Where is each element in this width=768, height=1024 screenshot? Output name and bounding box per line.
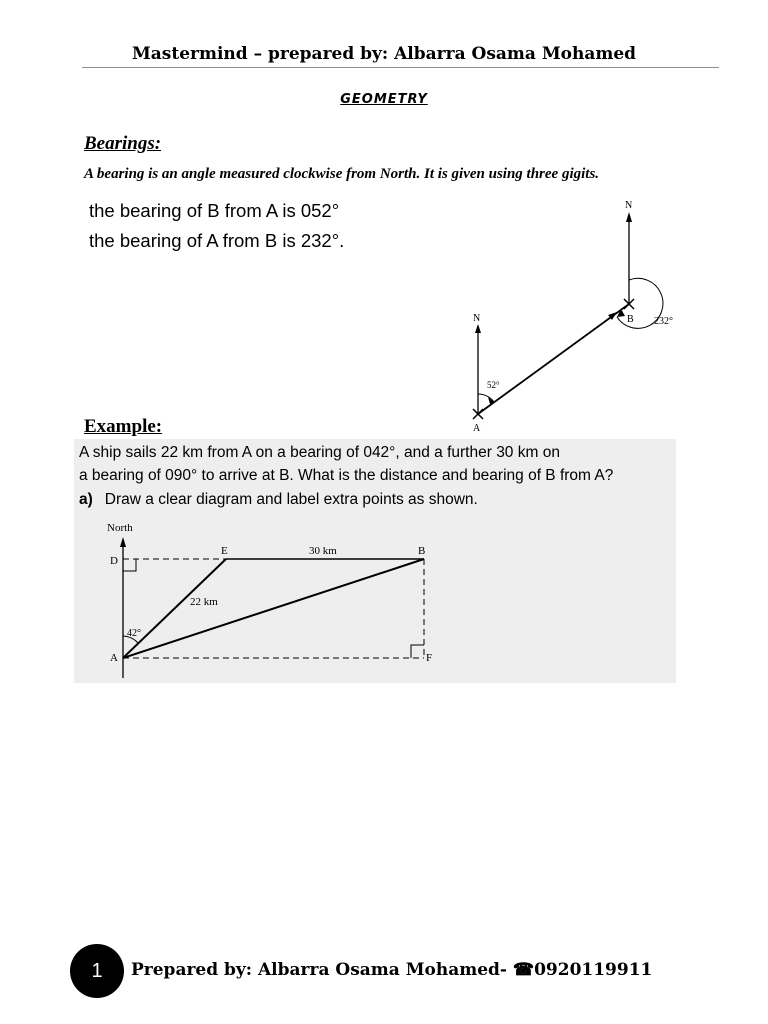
bearing-statement-2: the bearing of A from B is 232°. — [89, 230, 345, 251]
part-a-label: a) — [79, 491, 93, 508]
example-text-line-1: A ship sails 22 km from A on a bearing of 042°, and a further 30 km on — [79, 444, 560, 461]
distance-ae-label: 22 km — [190, 596, 218, 608]
bearing-definition: A bearing is an angle measured clockwise from North. It is given using three gigits. — [84, 166, 600, 182]
section-title: GEOMETRY — [340, 92, 428, 107]
right-angle-f — [411, 645, 424, 658]
right-angle-d — [123, 559, 136, 571]
example-text-line-2: a bearing of 090° to arrive at B. What is the distance and bearing of B from A? — [79, 467, 614, 484]
point-b-label: B — [627, 314, 634, 325]
point-a-label: A — [473, 423, 481, 434]
point-e-label: E — [221, 545, 228, 557]
line-ab — [123, 559, 424, 658]
angle-label-232: 232° — [654, 316, 673, 327]
angle-label-42: 42° — [127, 628, 141, 639]
north-label-a: N — [473, 313, 481, 324]
part-a-text: Draw a clear diagram and label extra points as shown. — [104, 491, 478, 508]
north-label-b: N — [625, 200, 633, 211]
north-axis-arrow — [120, 537, 126, 547]
line-ae — [123, 559, 226, 658]
bearing-statement-1: the bearing of B from A is 052° — [89, 200, 340, 221]
point-a-label: A — [110, 652, 118, 664]
page-header-title: Mastermind – prepared by: Albarra Osama Mohamed — [131, 44, 637, 64]
distance-eb-label: 30 km — [309, 545, 337, 557]
bearings-heading: Bearings: — [84, 133, 162, 154]
angle-label-52: 52° — [487, 380, 500, 390]
page-number-badge: 1 — [70, 944, 124, 998]
north-axis-label: North — [107, 522, 133, 534]
footer-text: Prepared by: Albarra Osama Mohamed- ☎0920119911 — [131, 960, 653, 980]
point-f-label: F — [426, 652, 433, 664]
point-b-label: B — [418, 545, 426, 557]
point-d-label: D — [110, 555, 118, 567]
example-heading: Example: — [84, 416, 163, 437]
